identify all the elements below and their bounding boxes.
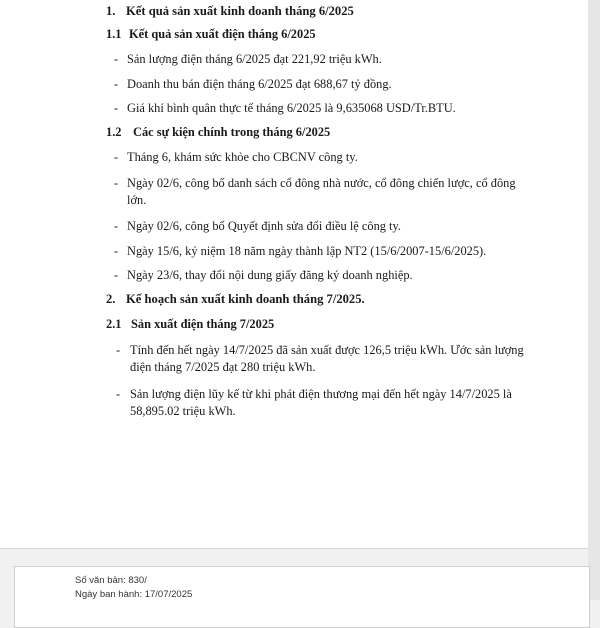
list-item: Ngày 02/6, công bố Quyết định sửa đổi điều lệ công ty.: [127, 219, 401, 233]
scrollbar-track[interactable]: [588, 0, 600, 600]
bullet-dash: -: [114, 244, 119, 258]
bullet-dash: -: [114, 219, 119, 233]
list-item: Doanh thu bán điện tháng 6/2025 đạt 688,67 tỷ đồng.: [127, 77, 392, 91]
bullet-dash: -: [114, 176, 119, 190]
section-2-number: 2.: [106, 292, 116, 306]
list-item: Ngày 02/6, công bố danh sách cổ đông nhà nước, cổ đông chiến lược, cổ đông: [127, 176, 516, 190]
list-item-continuation: lớn.: [127, 193, 147, 207]
bullet-dash: -: [114, 150, 119, 164]
section-1-1-title: Kết quả sản xuất điện tháng 6/2025: [129, 27, 316, 41]
section-1-1-number: 1.1: [106, 27, 122, 41]
list-item: Giá khí bình quân thực tế tháng 6/2025 là 9,635068 USD/Tr.BTU.: [127, 101, 456, 115]
list-item-continuation: điện tháng 7/2025 đạt 280 triệu kWh.: [130, 360, 316, 374]
section-2-title: Kế hoạch sản xuất kinh doanh tháng 7/2025.: [126, 292, 365, 306]
section-2-1-title: Sản xuất điện tháng 7/2025: [131, 317, 275, 331]
document-number: Số văn bản: 830/: [75, 575, 147, 586]
bullet-dash: -: [114, 52, 119, 66]
list-item: Sản lượng điện tháng 6/2025 đạt 221,92 triệu kWh.: [127, 52, 382, 66]
section-1-2-number: 1.2: [106, 125, 122, 139]
bullet-dash: -: [114, 268, 119, 282]
list-item: Ngày 15/6, kỷ niệm 18 năm ngày thành lập NT2 (15/6/2007-15/6/2025).: [127, 244, 487, 258]
bullet-dash: -: [116, 343, 121, 357]
document-info-card: [14, 566, 590, 628]
issue-date: Ngày ban hành: 17/07/2025: [75, 589, 193, 600]
section-2-1-number: 2.1: [106, 317, 122, 331]
section-1-title: Kết quả sản xuất kinh doanh tháng 6/2025: [126, 4, 354, 18]
list-item: Ngày 23/6, thay đổi nội dung giấy đăng ký doanh nghiệp.: [127, 268, 413, 282]
list-item: Tính đến hết ngày 14/7/2025 đã sản xuất được 126,5 triệu kWh. Ước sản lượng: [130, 343, 524, 357]
list-item-continuation: 58,895.02 triệu kWh.: [130, 404, 236, 418]
list-item: Tháng 6, khám sức khỏe cho CBCNV công ty.: [127, 150, 358, 164]
section-1-number: 1.: [106, 4, 116, 18]
section-1-2-title: Các sự kiện chính trong tháng 6/2025: [133, 125, 331, 139]
list-item: Sản lượng điện lũy kế từ khi phát điện thương mại đến hết ngày 14/7/2025 là: [130, 387, 512, 401]
bullet-dash: -: [114, 77, 119, 91]
bullet-dash: -: [114, 101, 119, 115]
bullet-dash: -: [116, 387, 121, 401]
